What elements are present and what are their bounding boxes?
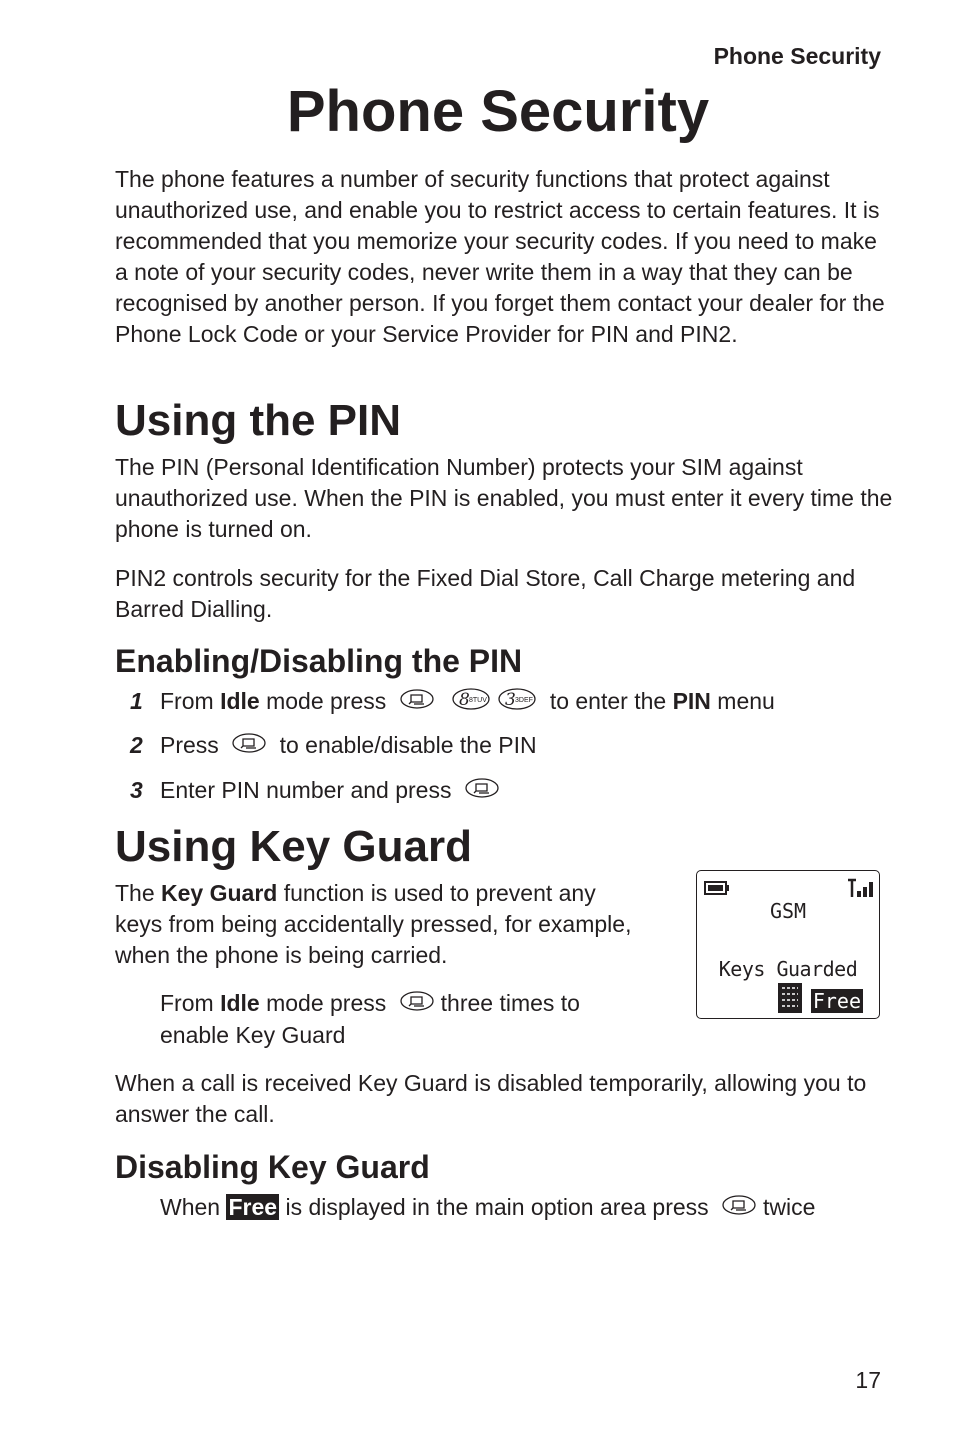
menu-key-icon — [399, 687, 435, 718]
svg-text:3: 3 — [505, 689, 517, 710]
heading-using-pin: Using the PIN — [115, 396, 402, 445]
step-1: 1 From Idle mode press 8 8TUV 3 3DEF to enter the PIN menu — [115, 686, 775, 719]
heading-enabling-pin: Enabling/Disabling the PIN — [115, 643, 523, 679]
step-number: 2 — [130, 732, 143, 758]
page-number: 17 — [855, 1367, 881, 1393]
svg-text:3DEF: 3DEF — [515, 696, 534, 704]
phone-display — [696, 870, 880, 1019]
lcd-status-text: Keys Guarded — [718, 957, 858, 981]
network-name: GSM — [769, 899, 807, 923]
lock-icon — [777, 982, 803, 1018]
step-number: 1 — [130, 688, 143, 714]
step-3: 3 Enter PIN number and press — [115, 775, 506, 807]
svg-text:8: 8 — [459, 689, 470, 710]
disable-keyguard-step: When Free is displayed in the main option area press twice — [160, 1192, 815, 1224]
keyguard-paragraph-1: The Key Guard function is used to prevent any keys from being accidentally pressed, for example, when the phone is being carried. — [115, 880, 632, 968]
running-head: Phone Security — [713, 43, 881, 69]
keyguard-paragraph-2: When a call is received Key Guard is disabled temporarily, allowing you to answer the call. — [115, 1070, 867, 1127]
key-8-icon — [451, 687, 491, 719]
pin-paragraph-1: The PIN (Personal Identification Number) protects your SIM against unauthorized use. When the PIN is enabled, you must enter it every time the phone is turned on. — [115, 454, 893, 542]
step-number: 3 — [130, 777, 143, 803]
svg-text:8TUV: 8TUV — [469, 696, 487, 704]
page-title: Phone Security — [286, 79, 710, 144]
heading-disabling-key-guard: Disabling Key Guard — [115, 1149, 430, 1185]
menu-key-icon — [399, 989, 435, 1020]
free-label: Free — [228, 1194, 278, 1220]
menu-key-icon — [464, 776, 500, 807]
intro-paragraph: The phone features a number of security functions that protect against unauthorized use, and enable you to restrict access to certain features. It is recommended that you memorize your security codes. If you need to make a note of your security codes, never write them in a way that they can be recognised by another person. If you forget them contact your dealer for the Phone Lock Code or your Service Provider for PIN and PIN2. — [115, 166, 885, 347]
lcd-softkey-label: Free — [812, 989, 861, 1013]
battery-icon — [704, 880, 730, 900]
pin-paragraph-2: PIN2 controls security for the Fixed Dial Store, Call Charge metering and Barred Dialling. — [115, 565, 856, 622]
menu-key-icon — [721, 1193, 757, 1224]
keyguard-step: From Idle mode press three times to enable Key Guard — [160, 990, 580, 1049]
key-3-icon — [497, 687, 537, 719]
menu-key-icon — [231, 731, 267, 762]
step-2: 2 Press to enable/disable the PIN — [115, 730, 537, 762]
heading-using-key-guard: Using Key Guard — [115, 822, 472, 871]
